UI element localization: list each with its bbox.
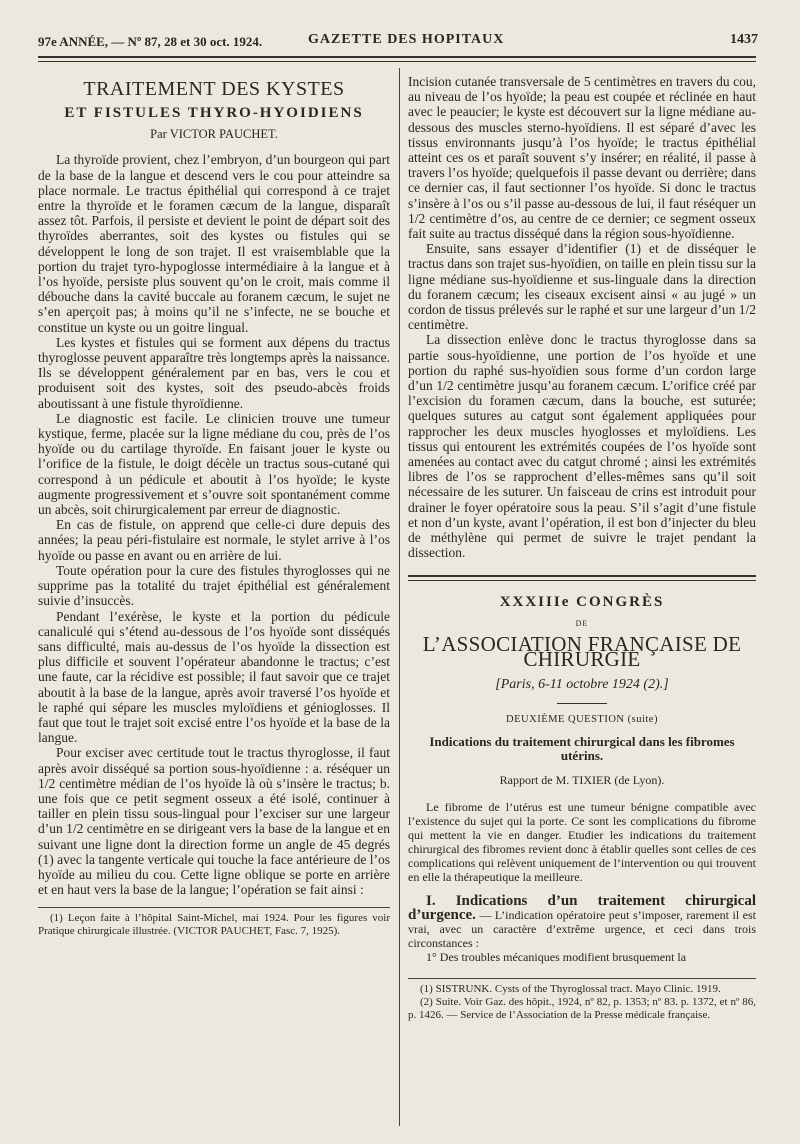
page-header [38,30,758,52]
congress-de: DE [575,618,589,628]
footnote [38,912,390,938]
item-paragraph: 1° Des troubles mécaniques modifient brusquement la [426,949,687,964]
article-byline: Par VICTOR PAUCHET. [150,127,278,142]
page-number: 1437 [730,32,758,47]
paragraph: En cas de fistule, on apprend que celle-ci dure depuis des années; la peau péri-fistulaire est normale, le stylet arrive à l’os hyoïde ou passe en avant ou en arrière de lui. [38,517,390,563]
question-label: DEUXIÈME QUESTION (suite) [506,713,658,725]
footnotes [408,983,756,1022]
paragraph: Pour exciser avec certitude tout le tractus thyroglosse, il faut après avoir disséqué sa portion sous-hyoïdienne : a. réséquer un 1/2 centimètre médian de l’os hyoïde là où s’insère le tractus; b. une fois que ce petit segment osseux a été isolé, continuer à tailler en plein tissu sous-lingual pour l’exciser sur une largeur d’un 1/2 centimètre en se dirigeant vers la base de la langue et en suivant une ligne dont la direction forme un angle de 45 degrés (1) avec la tangente verticale qui touche la face antérieure de l’os hyoïde au milieu du cou. Cette ligne oblique se porte en arrière et en haut vers la base de la langue; l’opération se fait ainsi : [38,745,390,898]
paragraph: La thyroïde provient, chez l’embryon, d’un bourgeon qui part de la base de la langue et descend vers le cou pour atteindre sa place normale. Le tractus épithélial qui correspond à ce trajet entre la thyroïde et le foramen cæcum de la langue, disparaît assez tôt. Parfois, il persiste et devient le point de départ soit des thyroïdes aberrantes, soit des kystes ou fistules qui se développent le long de son trajet. Il est vraisemblable que la portion du trajet tyro-hypoglosse intermédiaire à la langue et à l’os hyoïde, persiste plus souvent qu’on le croit, mais comme il débouche dans la cavité buccale au foranem cæcum, le sujet ne s’en aperçoit pas; à moins qu’il ne s’infecte, ne se bouche et constitue un kyste ou un goitre lingual. [38,152,390,335]
congress-section [408,575,756,964]
issue-info: 97e ANNÉE, — Nº 87, 28 et 30 oct. 1924. [38,34,263,49]
paragraph: Le diagnostic est facile. Le clinicien trouve une tumeur kystique, ferme, placée sur la ligne médiane du cou, près de l’os hyoïde ou du cartilage thyroïde. En faisant jouer le kyste ou l’orifice de la fistule, le doigt décèle un tractus sous-cutané qui correspond à un pédicule et aboutit à l’os hyoïde; le kyste augmente progressivement et s’ouvre soit spontanément comme un abcès, soit chirurgicalement par erreur de diagnostic. [38,410,390,518]
footnote-rule [38,907,390,908]
footnote-rule [408,978,756,979]
section-paragraph [408,894,756,950]
header-rule-thin [38,61,756,62]
article-subtitle: ET FISTULES THYRO-HYOIDIENS [64,105,364,121]
section-heading: I. Indications d’un traitement chirurgical d’urgence. [408,892,756,923]
paragraph: Incision cutanée transversale de 5 centimètres en travers du cou, au niveau de l’os hyoïde; la peau est coupée et réclinée en haut avec le peaucier; le kyste est découvert sur la ligne médiane au-dessous des muscles sterno-hyoïdiens. Il est séparé d’avec les tissus environnants jusqu’à l’os hyoïde; le tractus épithélial atteint ces os et paraît souvent s’y insérer; en réalité, il passe à travers l’os hyoïde; quelquefois il passe devant ou derrière; dans ce dernier cas, il faut sectionner l’os hyoïde. Si donc le tractus s’insère à l’os ou s’il passe au-dessous de lui, il faut réséquer un 1/2 centimètre d’os, au centre de ce dernier; ce segment osseux fait suite au tractus disséqué dans la région sous-hyoïdienne. [408,74,756,242]
journal-title: GAZETTE DES HOPITAUX [308,32,505,47]
footnote-text: (1) Leçon faite à l’hôpital Saint-Michel, mai 1924. Pour les figures voir Pratique chirurgicale illustrée. (VICTOR PAUCHET, Fasc. 7, 1925). [38,912,390,938]
indications-title: Indications du traitement chirurgical dans les fibromes utérins. [429,733,735,763]
paragraph: Ensuite, sans essayer d’identifier (1) et de disséquer le tractus dans son trajet sus-hyoïdien, on taille en plein tissu sur la ligne médiane sus-hyoïdienne et sus-linguale dans la direction du foranem cæcum; les ciseaux excisent ainsi « au jugé » un cordon de tissus prélevés sur le raphé et sur une largeur d’un 1/2 centimètre. [408,241,756,333]
section-rule [557,703,607,704]
article-title: TRAITEMENT DES KYSTES [83,78,345,100]
association-title: L’ASSOCIATION FRANÇAISE DE CHIRURGIE [422,631,742,672]
congress-title: XXXIIIe CONGRÈS [499,593,665,610]
left-column [38,74,390,938]
paragraph: Les kystes et fistules qui se forment aux dépens du tractus thyroglosse peuvent apparaître très longtemps après la naissance. Ils se développent généralement par en bas, vers le cou et produisent soit des kystes, soit des pseudo-abcès froids aboutissant à une fistule thyroïdienne. [38,334,390,411]
rapport-author: Rapport de M. TIXIER (de Lyon). [499,772,665,787]
column-divider [399,68,400,1126]
paragraph: Pendant l’exérèse, le kyste et la portion du pédicule canaliculé qui s’étend au-dessous de l’os hyoïde sont disséqués sans difficulté, mais au-dessus de l’os hyoïde la dissection est plus difficile et souvent l’opérateur abandonne le tractus; c’est une faute, car la récidive est possible; il faut savoir que ce trajet aboutit à la base de la langue, après avoir traversé l’os hyoïde et le raphé qui sépare les muscles myloïdiens et génioglosses. Il faut que tout le trajet soit excisé entre l’os hyoïde et la base de la langue. [38,608,390,746]
footnote-text: (1) SISTRUNK. Cysts of the Thyroglossal tract. Mayo Clinic. 1919. [420,982,721,995]
section-text: — L’indication opératoire peut s’imposer, rarement il est vrai, avec un caractère d’extrême urgence, et ceci dans trois circonstances : [408,907,756,950]
intro-paragraph: Le fibrome de l’utérus est une tumeur bénigne compatible avec l’existence du sujet qui la porte. Ce sont les complications du fibrome qui mettent la vie en danger. Etudier les indications du traitement chirurgical des fibromes revient donc à établir quelles sont celles de ces complications qui relèvent uniquement de l’intervention ou qui trouvent en elle la thérapeutique la meilleure. [408,799,756,884]
header-rule [38,56,756,58]
paragraph: Toute opération pour la cure des fistules thyroglosses qui ne supprime pas la totalité du trajet épithélial est généralement suivie d’insuccès. [38,562,390,609]
footnote-text: (2) Suite. Voir Gaz. des hôpit., 1924, nº 82, p. 1353; nº 83. p. 1372, et nº 86, p. 1426. — Service de l’Association de la Presse médicale française. [408,995,756,1021]
paragraph: La dissection enlève donc le tractus thyroglosse dans sa partie sous-hyoïdienne, une portion de l’os hyoïde et une portion du raphé sus-hyoïdien sous forme d’un cordon large d’un 1/2 centimètre jusqu’au foranem cæcum. L’orifice créé par l’excision du foramen cæcum, dans la bouche, est suturée; quelques sutures au catgut sont également appliquées pour rapprocher les deux muscles hyoglosses et myloïdiens. Les tissus qui entourent les extrémités coupées de l’os hyoïde sont amenées au contact avec du catgut chromé ; ainsi les extrémités libres de l’os se rapprochent d’elles-mêmes sans qu’il soit nécessaire de les suturer. Un faisceau de crins est introduit pour drainer le foyer opératoire sous la peau. S’il s’agit d’une fistule et non d’un kyste, avant l’opération, il est bon d’injecter du bleu de méthylène qui permet de suivre le trajet pendant la dissection. [408,332,756,561]
congress-place: [Paris, 6-11 octobre 1924 (2).] [495,677,669,693]
right-column [408,74,756,1022]
